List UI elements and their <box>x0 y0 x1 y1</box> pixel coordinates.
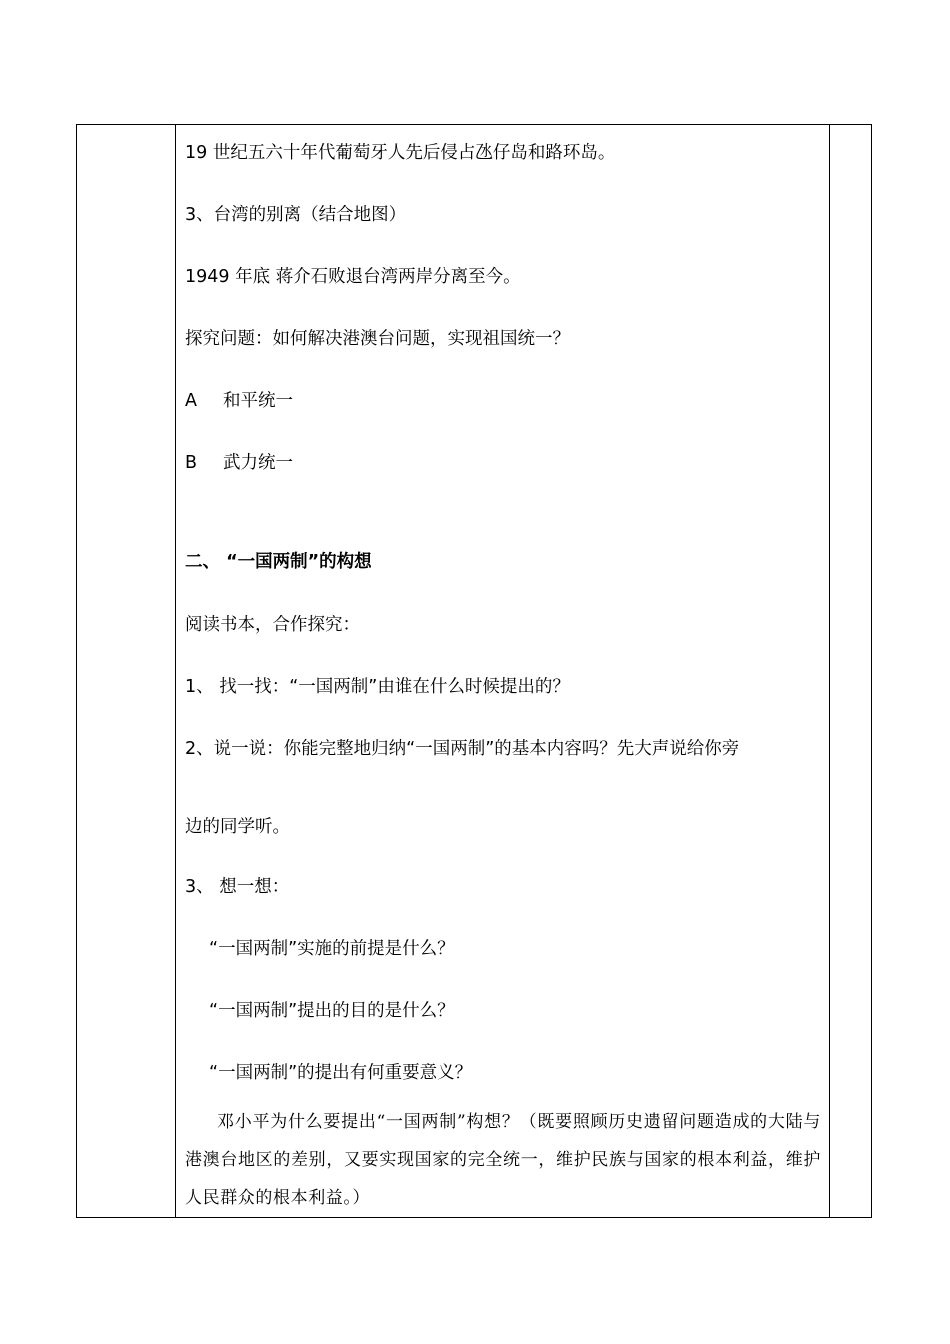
column-divider-left <box>175 125 176 1217</box>
option-b <box>185 451 293 475</box>
question-premise: “一国两制”实施的前提是什么？ <box>209 939 455 959</box>
answer-paragraph: 邓小平为什么要提出“一国两制”构想？（既要照顾历史遗留问题造成的大陆与港澳台地区的差别，又要实现国家的完全统一，维护民族与国家的根本利益，维护人民群众的根本利益。） <box>185 1112 821 1208</box>
option-a <box>185 389 293 413</box>
text-line-say-cont: 边的同学听。 <box>185 817 290 837</box>
text-line-say: 2、说一说：你能完整地归纳“一国两制”的基本内容吗？先大声说给你旁 <box>185 739 740 759</box>
column-divider-right <box>829 125 830 1217</box>
option-b-letter: B <box>185 453 198 473</box>
option-b-text: 武力统一 <box>223 453 293 473</box>
option-a-text: 和平统一 <box>223 391 293 411</box>
section-heading-two: 二、 “一国两制”的构想 <box>185 552 372 572</box>
text-line-1949: 1949 年底 蒋介石败退台湾两岸分离至今。 <box>185 267 521 287</box>
text-line-read-book: 阅读书本，合作探究： <box>185 615 360 635</box>
text-line-macau-islands: 19 世纪五六十年代葡萄牙人先后侵占氹仔岛和路环岛。 <box>185 143 616 163</box>
text-line-inquiry-question: 探究问题：如何解决港澳台问题，实现祖国统一？ <box>185 329 570 349</box>
question-significance: “一国两制”的提出有何重要意义？ <box>209 1063 473 1083</box>
lesson-table <box>76 124 872 1218</box>
text-line-think: 3、 想一想： <box>185 877 290 897</box>
option-a-letter: A <box>185 391 197 411</box>
text-line-taiwan-heading: 3、台湾的别离（结合地图） <box>185 205 407 225</box>
text-line-find: 1、 找一找：“一国两制”由谁在什么时候提出的？ <box>185 677 570 697</box>
question-purpose: “一国两制”提出的目的是什么？ <box>209 1001 455 1021</box>
